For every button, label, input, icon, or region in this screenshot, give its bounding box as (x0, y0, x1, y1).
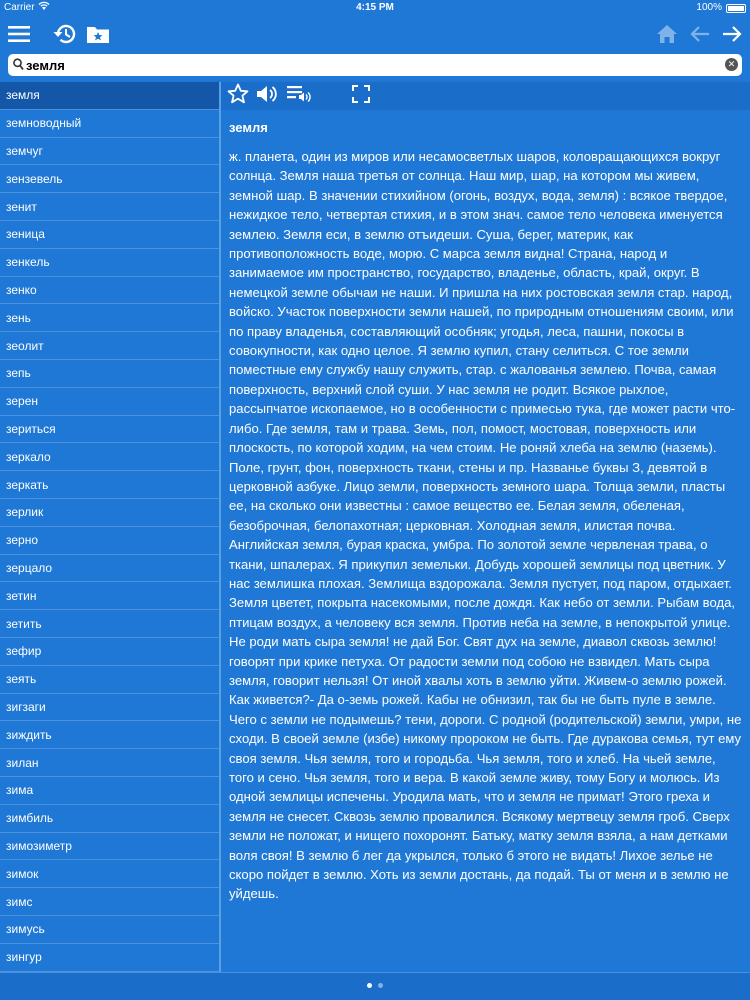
battery-icon (726, 4, 746, 13)
word-list-item[interactable]: зимозиметр (0, 833, 219, 861)
page-indicator[interactable] (0, 983, 750, 988)
speaker-icon (256, 84, 278, 109)
back-button[interactable] (683, 16, 717, 52)
word-list-item[interactable]: зень (0, 304, 219, 332)
forward-arrow-icon (721, 25, 743, 43)
word-list-item[interactable]: зеолит (0, 332, 219, 360)
page-dot[interactable] (378, 983, 383, 988)
word-list[interactable] (0, 82, 219, 972)
word-list-item[interactable]: зигзаги (0, 694, 219, 722)
word-list-item[interactable]: зерно (0, 527, 219, 555)
word-list-item[interactable]: зефир (0, 638, 219, 666)
word-list-item[interactable]: зеркало (0, 443, 219, 471)
status-bar (0, 0, 750, 16)
footer-bar (0, 972, 750, 1000)
word-list-item[interactable]: зеница (0, 221, 219, 249)
search-input[interactable] (26, 54, 726, 76)
top-toolbar (0, 16, 750, 52)
word-list-item[interactable]: зеркать (0, 471, 219, 499)
history-button[interactable] (48, 16, 82, 52)
word-list-item[interactable]: зима (0, 777, 219, 805)
word-list-item[interactable]: земля (0, 82, 219, 110)
word-list-item[interactable]: зимс (0, 888, 219, 916)
word-list-item[interactable]: зетин (0, 582, 219, 610)
word-list-item[interactable]: зимусь (0, 916, 219, 944)
search-bar (8, 54, 742, 76)
page-dot[interactable] (367, 983, 372, 988)
battery-percent: 100% (696, 2, 722, 13)
history-icon (52, 22, 78, 46)
article-headword: земля (229, 120, 268, 135)
pronounce-button[interactable] (254, 84, 280, 108)
word-list-item[interactable]: зингур (0, 944, 219, 972)
text-to-speech-icon (287, 85, 311, 108)
word-list-item[interactable]: зеять (0, 666, 219, 694)
word-list-item[interactable]: зетить (0, 610, 219, 638)
bookmarks-button[interactable] (81, 16, 115, 52)
word-list-item[interactable]: земноводный (0, 110, 219, 138)
read-aloud-button[interactable] (286, 84, 312, 108)
word-list-item[interactable]: зериться (0, 416, 219, 444)
article-definition: ж. планета, один из миров или несамосветлых шаров, коловращающихся вокруг солнца. Земля наша третья от солнца. Наш мир, шар, на котором мы живем, земной шар. В значении стихийном (огонь, воздух, вода, земля) : всякое твердое, нежидкое тело, четвертая стихия, и в этом знач. самое тело человека именуется землею. Земля еси, в землю отъидеши. Суша, берег, материк, как противоположность воде, морю. С марса земля видна! Страна, народ и занимаемое им пространство, государство, владенье, область, край, округ. В немецкой земле обычаи не наши. И пришла на них ростовская земля стар. народ, войско. Участок поверхности земли нашей, по природным отношениям своим, или по праву владенья, составляющий особняк; угодья, леса, пашни, покосы в совокупности, как одно целое. Я землю купил, стану селиться. С тое земли поместные ему службу нашу служить, стар. с жалованья землею. Почва, самая поверхность, верхний слой суши. У нас земля не родит. Всякое рыхлое, рассыпчатое ископаемое, но в особенности с примесью тука, где может расти что-либо. Где земля, там и трава. Земь, пол, помост, мостовая, поверхность или плоскость, по которой ходим, на чем стоим. Не роняй хлеба на землю (наземь). Поле, грунт, фон, поверхность ткани, стены и пр. Названье буквы З, девятой в церковной азбуке. Лицо земли, поверхность земного шара. Толща земли, пласты ее, на сколько они известны : самое вещество ее. Белая земля, обеленая, безоброчная, белопахотная; церковная. Холодная земля, илистая почва. Английская земля, бурая краска, умбра. По золотой земле червленая трава, о ткани, шпалерах. Я прикупил земельки. Добудь хорошей землицы под цветник. У нас землишка плохая. Землища вздорожала. Земля пустует, под паром, отдыхает. Земля цветет, покрыта насекомыми, после дождя. Как небо от земли. Рыбам вода, птицам воздух, а человеку вся земля. Против неба на земле, в непокрытой улице. Не роди мать сыра земля! не дай Бог. Свят дух на земле, диавол сквозь землю! говорят при крике петуха. От радости земли под собою не взвидел. Мать сыра земля, говорит нельзя! От иной хвалы хоть в землю уйти. Живем-о землю рожей. Как живется?- Да о-земь рожей. Кабы не обнизил, так бы не быть пуле в земле. Чего с земли не подымешь? тени, дороги. С родной (родительской) земли, умри, не сходи. В своей земле (избе) никому пророком не быть. Где дуракова семья, тут ему своя земля. Чья земля, того и городьба. Чья земля, того и хлеб. На чьей земле, того и сено. Чья земля, того и вера. В какой земле живу, тому Богу и молюсь. Из одной землицы испечены. Уродила мать, что и земля не примат! Этого греха и земля не снесет. Сквозь землю провалился. Всякому мертвецу земля гроб. Сверх земли не положат, и нищего похоронят. Батьку, матку земля взяла, а нам детками воля своя! В землю б лег да укрылся, только б этого не видать! Лихое зелье не скоро пойдет в землю. Хоть из земли достань, да подай. Ты от меня и в землю не уйдешь. (229, 149, 742, 902)
close-icon: ✕ (727, 59, 736, 69)
word-list-item[interactable]: зепь (0, 360, 219, 388)
carrier-label: Carrier (4, 2, 35, 13)
home-icon (656, 24, 678, 44)
favorite-button[interactable] (225, 84, 251, 108)
word-list-item[interactable]: зенит (0, 193, 219, 221)
word-list-item[interactable]: зерлик (0, 499, 219, 527)
menu-button[interactable] (2, 16, 36, 52)
word-list-item[interactable]: зерен (0, 388, 219, 416)
home-button[interactable] (650, 16, 684, 52)
word-list-item[interactable]: зилан (0, 749, 219, 777)
article-view[interactable] (221, 110, 750, 972)
star-icon (227, 83, 249, 109)
word-list-item[interactable]: зимок (0, 860, 219, 888)
fullscreen-icon (352, 85, 370, 108)
menu-icon (8, 26, 30, 42)
back-arrow-icon (689, 25, 711, 43)
word-list-item[interactable]: зимбиль (0, 805, 219, 833)
article-actions (221, 82, 750, 110)
word-list-item[interactable]: зиждить (0, 721, 219, 749)
search-icon (13, 58, 24, 76)
fullscreen-button[interactable] (348, 84, 374, 108)
forward-button[interactable] (715, 16, 749, 52)
clock: 4:15 PM (356, 2, 394, 13)
word-list-item[interactable]: зенко (0, 277, 219, 305)
clear-search-button[interactable] (725, 58, 738, 71)
word-list-item[interactable]: зензевель (0, 165, 219, 193)
bookmarks-folder-icon (86, 24, 110, 44)
word-list-item[interactable]: земчуг (0, 138, 219, 166)
word-list-item[interactable]: зенкель (0, 249, 219, 277)
word-list-item[interactable]: зерцало (0, 555, 219, 583)
